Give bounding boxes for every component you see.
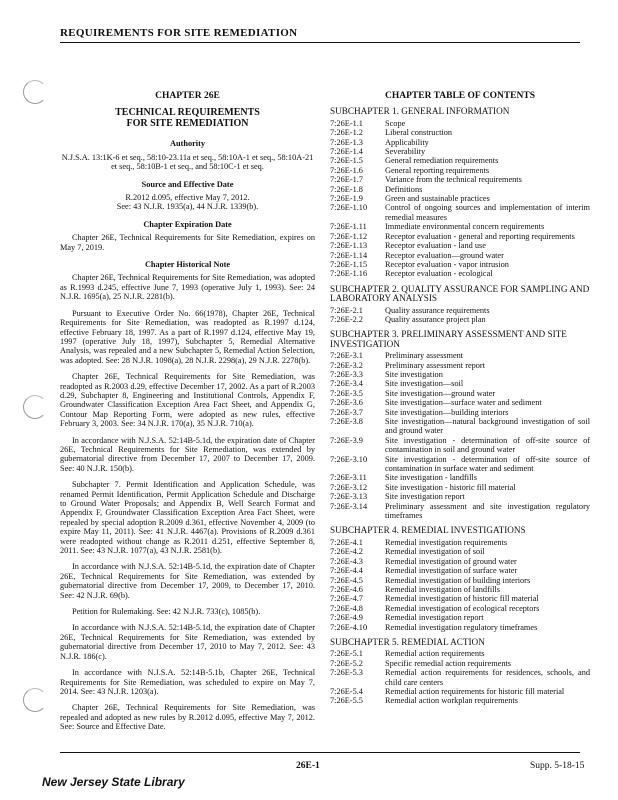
toc-entry (330, 194, 590, 203)
toc-entry (330, 687, 590, 696)
chapter-number: CHAPTER 26E (155, 91, 220, 101)
section-number: 7:26E-4.1 (330, 537, 363, 547)
toc-entry (330, 379, 590, 388)
section-number: 7:26E-1.15 (330, 259, 368, 269)
toc-title: CHAPTER TABLE OF CONTENTS (384, 91, 535, 101)
section-title: Preliminary assessment report (385, 360, 486, 370)
section-title: Site investigation—ground water (385, 388, 496, 398)
section-number: 7:26E-3.7 (330, 407, 363, 417)
section-title: Preliminary assessment and site investigation regulatory timeframes (385, 501, 590, 521)
toc-entry (330, 315, 590, 324)
section-number: 7:26E-3.8 (330, 417, 363, 426)
section-number: 7:26E-4.8 (330, 603, 363, 613)
toc-entry (330, 502, 590, 521)
source-heading: Source and Effective Date (141, 179, 234, 189)
toc-entry (330, 408, 590, 417)
history-paragraph: In accordance with N.J.S.A. 52:14B-5.1d, the expiration date of Chapter 26E, Technical Requirements for Site Remediation, was extended by gubernatorial directive from December 17, 2007 to December 17, 2009. See: 40 N.J.R. 150(b). (60, 435, 315, 473)
section-number: 7:26E-4.7 (330, 594, 363, 604)
right-column (330, 92, 590, 706)
section-number: 7:26E-3.3 (330, 369, 363, 379)
history-paragraph: Petition for Rulemaking. See: 42 N.J.R. 733(c), 1085(b). (72, 607, 261, 617)
section-title: Remedial investigation of landfills (385, 584, 500, 594)
subchapter-heading: SUBCHAPTER 5. REMEDIAL ACTION (330, 636, 485, 647)
section-title: Specific remedial action requirements (385, 658, 512, 668)
section-number: 7:26E-1.14 (330, 250, 368, 260)
section-number: 7:26E-1.2 (330, 128, 363, 138)
authority-text: N.J.S.A. 13:1K-6 et seq., 58:10-23.11a et seq., 58:10A-1 et seq., 58:10A-21 et seq., 58:10B-1 et seq., and 58:10C-1 et seq. (61, 152, 314, 172)
section-number: 7:26E-3.5 (330, 388, 363, 398)
toc-entry (330, 585, 590, 594)
subchapter-heading: SUBCHAPTER 2. QUALITY ASSURANCE FOR SAMPLING AND LABORATORY ANALYSIS (330, 283, 590, 304)
source-text-1: R.2012 d.095, effective May 7, 2012. (125, 193, 250, 203)
section-number: 7:26E-3.12 (330, 482, 368, 492)
section-title: Applicability (385, 137, 429, 147)
section-title: General reporting requirements (385, 165, 490, 175)
section-number: 7:26E-3.14 (330, 501, 368, 511)
toc-entry (330, 241, 590, 250)
section-title: Receptor evaluation - general and reporting requirements (385, 231, 575, 241)
history-paragraph: Pursuant to Executive Order No. 66(1978), Chapter 26E, Technical Requirements for Site Remediation, was readopted as R.1997 d.124, effective February 18, 1997. As a part of R.1997 d.124, effective May 19, 1997 (operative July 18, 1997), Subchapter 5, Remedial Alternative Analysis, was repealed and a new Subchapter 5, Remedial Action Selection, was adopted. See: 28 N.J.R. 1098(a), 28 N.J.R. 2298(a), 29 N.J.R. 2278(b). (60, 308, 315, 365)
section-number: 7:26E-3.11 (330, 473, 367, 483)
section-title: Remedial investigation report (385, 613, 484, 623)
left-column (60, 92, 315, 739)
section-number: 7:26E-3.4 (330, 379, 363, 389)
section-title: Site investigation - determination of off-site source of contamination in surface water and sediment (385, 454, 590, 474)
section-title: Severability (385, 147, 426, 157)
toc-entry (330, 436, 590, 455)
section-title: Receptor evaluation—ground water (385, 250, 504, 260)
section-title: Site investigation report (385, 492, 465, 502)
toc-entry (330, 613, 590, 622)
section-number: 7:26E-3.13 (330, 492, 368, 502)
toc-entry (330, 351, 590, 360)
toc-entry (330, 370, 590, 379)
section-number: 7:26E-4.6 (330, 584, 363, 594)
section-number: 7:26E-4.9 (330, 613, 363, 623)
section-number: 7:26E-2.1 (330, 305, 363, 315)
section-number: 7:26E-1.12 (330, 231, 368, 241)
toc-entry (330, 222, 590, 231)
history-heading: Chapter Historical Note (144, 260, 231, 270)
library-stamp: New Jersey State Library (42, 775, 185, 789)
section-number: 7:26E-4.5 (330, 575, 363, 585)
punch-hole-mark (23, 688, 47, 712)
page-number: 26E-1 (296, 761, 320, 771)
toc-entry (330, 668, 590, 687)
toc-entry (330, 269, 590, 278)
subchapter-heading: SUBCHAPTER 1. GENERAL INFORMATION (330, 106, 510, 117)
section-number: 7:26E-1.8 (330, 184, 363, 194)
section-number: 7:26E-3.9 (330, 435, 363, 445)
section-title: Remedial investigation of building interiors (385, 575, 531, 585)
expiration-heading: Chapter Expiration Date (143, 219, 232, 229)
section-number: 7:26E-5.4 (330, 686, 363, 696)
section-title: Receptor evaluation - ecological (385, 269, 493, 279)
section-number: 7:26E-1.16 (330, 269, 368, 279)
section-title: Scope (385, 118, 406, 128)
section-title: Site investigation - landfills (385, 473, 477, 483)
section-title: Remedial investigation regulatory timeframes (385, 622, 538, 632)
section-title: Control of ongoing sources and implementation of interim remedial measures (385, 203, 590, 222)
toc-entry (330, 185, 590, 194)
section-title: Quality assurance project plan (385, 314, 486, 324)
section-number: 7:26E-4.10 (330, 622, 368, 632)
section-title: Green and sustainable practices (385, 194, 490, 204)
toc-entry (330, 455, 590, 474)
toc-entry (330, 166, 590, 175)
toc-entry (330, 566, 590, 575)
section-number: 7:26E-1.4 (330, 147, 363, 157)
section-number: 7:26E-1.1 (330, 118, 363, 128)
footer-rule (60, 752, 580, 753)
section-title: Immediate environmental concern requirements (385, 222, 545, 232)
toc-entry (330, 649, 590, 658)
toc-entry (330, 623, 590, 632)
section-number: 7:26E-3.10 (330, 454, 368, 464)
toc-entry (330, 557, 590, 566)
header-rule (60, 42, 580, 43)
chapter-title-line1: TECHNICAL REQUIREMENTS (115, 107, 260, 119)
toc-entry (330, 232, 590, 241)
toc-entry (330, 138, 590, 147)
authority-heading: Authority (169, 139, 206, 149)
section-number: 7:26E-5.3 (330, 668, 363, 678)
toc-entry (330, 128, 590, 137)
toc-entry (330, 492, 590, 501)
section-title: Remedial investigation of ecological receptors (385, 603, 540, 613)
section-number: 7:26E-1.6 (330, 165, 363, 175)
toc-entry (330, 696, 590, 705)
section-number: 7:26E-3.1 (330, 351, 363, 361)
section-title: Remedial investigation requirements (385, 537, 508, 547)
section-number: 7:26E-2.2 (330, 314, 363, 324)
section-title: Site investigation—surface water and sediment (385, 398, 542, 408)
toc-entry (330, 576, 590, 585)
section-title: Definitions (385, 184, 423, 194)
toc-entry (330, 398, 590, 407)
section-title: Variance from the technical requirements (385, 175, 522, 185)
section-number: 7:26E-1.11 (330, 222, 367, 232)
section-title: Remedial action workplan requirements (385, 696, 518, 706)
section-number: 7:26E-3.2 (330, 360, 363, 370)
history-notes (60, 273, 315, 731)
section-title: Remedial action requirements (385, 649, 485, 659)
subchapter-heading: SUBCHAPTER 3. PRELIMINARY ASSESSMENT AND SITE INVESTIGATION (330, 329, 567, 349)
history-paragraph: In accordance with N.J.S.A. 52:14B-5.1d, the expiration date of Chapter 26E, Technical Requirements for Site Remediation, was extended by gubernatorial directive from December 17, 2010 to May 7, 2012. See: 43 N.J.R. 186(c). (60, 623, 315, 661)
section-number: 7:26E-3.6 (330, 398, 363, 408)
chapter-title (60, 107, 315, 129)
section-number: 7:26E-1.9 (330, 194, 363, 204)
section-title: Preliminary assessment (385, 351, 464, 361)
history-paragraph: Chapter 26E, Technical Requirements for Site Remediation, was readopted as R.2003 d.29, effective December 17, 2002. As a part of R.2003 d.29, Subchapter 8, Engineering and Institutional Controls, Appendix F, Groundwater Classification Exception Area Fact Sheet, and Appendix G, Contour Map Reporting Form, were adopted as new rules, effective February 3, 2003. See: 34 N.J.R. 170(a), 35 N.J.R. 710(a). (60, 372, 315, 429)
section-title: Liberal construction (385, 128, 453, 138)
history-paragraph: Chapter 26E, Technical Requirements for Site Remediation, was repealed and adopted as new rules by R.2012 d.095, effective May 7, 2012. See: Source and Effective Date. (60, 703, 315, 732)
toc-entry (330, 119, 590, 128)
toc-entry (330, 203, 590, 222)
toc-entry (330, 417, 590, 436)
section-title: Remedial investigation of ground water (385, 556, 517, 566)
supplement-date: Supp. 5-18-15 (530, 761, 585, 771)
punch-hole-mark (23, 80, 47, 104)
section-title: Remedial investigation of historic fill material (385, 594, 539, 604)
expiration-text: Chapter 26E, Technical Requirements for Site Remediation, expires on May 7, 2019. (60, 233, 315, 252)
section-title: Remedial action requirements for historic fill material (385, 686, 565, 696)
toc-entry (330, 659, 590, 668)
toc-entry (330, 538, 590, 547)
toc-entry (330, 389, 590, 398)
running-header: REQUIREMENTS FOR SITE REMEDIATION (60, 27, 298, 39)
section-title: Remedial investigation of surface water (385, 566, 518, 576)
section-title: Receptor evaluation - land use (385, 241, 486, 251)
section-number: 7:26E-5.1 (330, 649, 363, 659)
section-title: Site investigation—soil (385, 379, 464, 389)
history-paragraph: In accordance with N.J.S.A. 52:14B-5.1d, the expiration date of Chapter 26E, Technical Requirements for Site Remediation, was extended by gubernatorial directive from December 17, 2009, to December 17, 2010. See: 42 N.J.R. 69(b). (60, 562, 315, 600)
section-title: Receptor evaluation - vapor intrusion (385, 259, 509, 269)
section-title: General remediation requirements (385, 156, 499, 166)
history-paragraph: Subchapter 7. Permit Identification and Application Schedule, was renamed Permit Identification, Permit Application Schedule and Discharge to Ground Water Proposals; and Appendix B, Well Search Format and Appendix F, Groundwater Classification Exception Area Fact Sheet, were repealed by special adoption R.2009 d.361, effective November 4, 2009 (to expire May 11, 2011). See: 41 N.J.R. 4467(a). Provisions of R.2009 d.361 were readopted without change as R.2011 d.251, effective September 8, 2011. See: 43 N.J.R. 1077(a), 43 N.J.R. 2581(b). (60, 480, 315, 556)
source-text-2: See: 43 N.J.R. 1935(a), 44 N.J.R. 1339(b). (116, 202, 259, 212)
toc-entry (330, 306, 590, 315)
section-number: 7:26E-5.5 (330, 696, 363, 706)
section-number: 7:26E-4.4 (330, 566, 363, 576)
section-number: 7:26E-5.2 (330, 658, 363, 668)
section-number: 7:26E-1.7 (330, 175, 363, 185)
chapter-title-line2: FOR SITE REMEDIATION (126, 118, 249, 130)
section-title: Site investigation - historic fill material (385, 482, 516, 492)
subchapter-heading: SUBCHAPTER 4. REMEDIAL INVESTIGATIONS (330, 525, 526, 536)
section-number: 7:26E-4.3 (330, 556, 363, 566)
section-number: 7:26E-1.10 (330, 203, 368, 213)
section-number: 7:26E-1.13 (330, 241, 368, 251)
punch-hole-mark (23, 395, 47, 419)
section-title: Site investigation—natural background investigation of soil and ground water (385, 417, 590, 436)
toc-entry (330, 147, 590, 156)
section-title: Remedial investigation of soil (385, 547, 485, 557)
toc-entry (330, 547, 590, 556)
section-number: 7:26E-1.3 (330, 137, 363, 147)
section-title: Site investigation - determination of off-site source of contamination in soil and ground water (385, 435, 590, 455)
section-title: Remedial action requirements for residences, schools, and child care centers (385, 668, 590, 687)
section-title: Quality assurance requirements (385, 305, 490, 315)
toc-entry (330, 361, 590, 370)
section-title: Site investigation (385, 369, 443, 379)
section-title: Site investigation—building interiors (385, 407, 509, 417)
toc-entry (330, 156, 590, 165)
history-paragraph: In accordance with N.J.S.A. 52:14B-5.1b, Chapter 26E, Technical Requirements for Site Remediation, was scheduled to expire on May 7, 2014. See: 43 N.J.R. 1203(a). (60, 668, 315, 696)
toc-list (330, 107, 590, 705)
toc-entry (330, 604, 590, 613)
section-number: 7:26E-1.5 (330, 156, 363, 166)
toc-entry (330, 260, 590, 269)
history-paragraph: Chapter 26E, Technical Requirements for Site Remediation, was adopted as R.1993 d.245, effective June 7, 1993 (operative July 1, 1993). See: 24 N.J.R. 1695(a), 25 N.J.R. 2281(b). (60, 273, 315, 302)
section-number: 7:26E-4.2 (330, 547, 363, 557)
toc-entry (330, 251, 590, 260)
toc-entry (330, 473, 590, 482)
toc-entry (330, 594, 590, 603)
toc-entry (330, 175, 590, 184)
toc-entry (330, 483, 590, 492)
